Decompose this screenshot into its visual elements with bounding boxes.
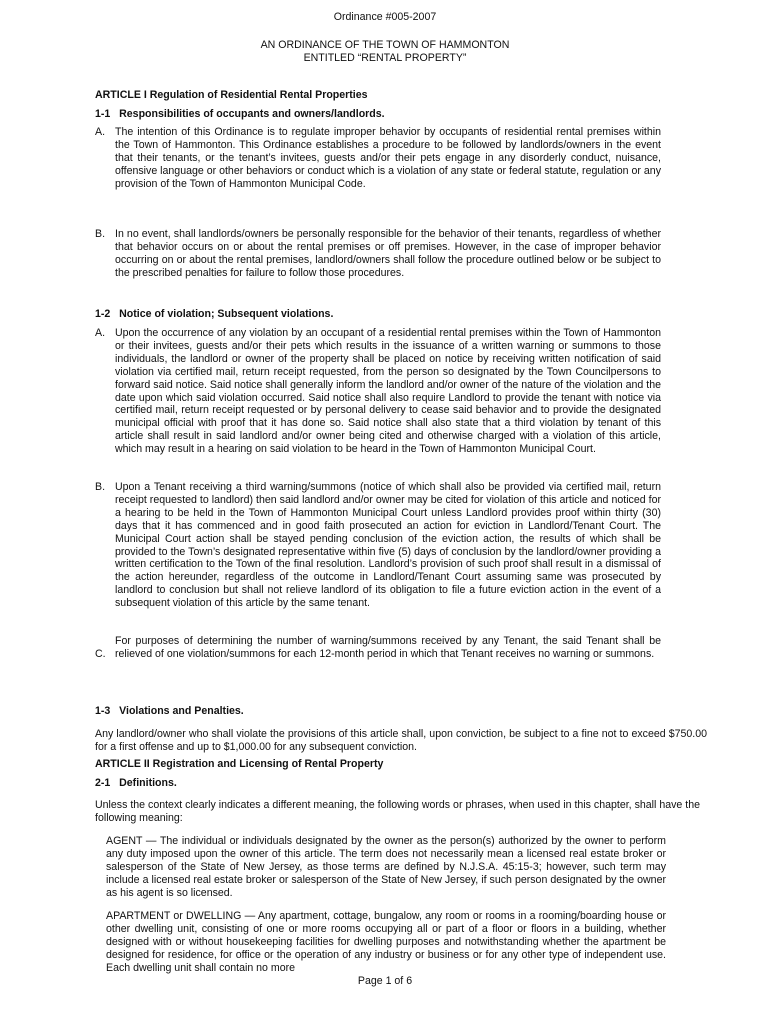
section-2-1-heading: 2-1 Definitions. xyxy=(95,777,177,789)
title-line-1: AN ORDINANCE OF THE TOWN OF HAMMONTON xyxy=(260,39,510,51)
section-1-2-c-text: For purposes of determining the number of warning/summons received by any Tenant, the said Tenant shall be relieved of one violation/summons for each 12-month period in which that Tenant receives no warning or summons. xyxy=(115,635,661,660)
title-line-2: ENTITLED “RENTAL PROPERTY” xyxy=(303,52,467,64)
article-2-heading: ARTICLE II Registration and Licensing of Rental Property xyxy=(95,758,384,770)
article-1-heading: ARTICLE I Regulation of Residential Rental Properties xyxy=(95,89,368,101)
section-1-3-text: Any landlord/owner who shall violate the provisions of this article shall, upon conviction, be subject to a fine not to exceed $750.00 for a first offense and up to $1,000.00 for any subsequent conviction. xyxy=(95,728,707,753)
section-2-1-intro: Unless the context clearly indicates a different meaning, the following words or phrases, when used in this chapter, shall have the following meaning: xyxy=(95,799,700,824)
item-marker: B. xyxy=(95,481,106,493)
item-marker: B. xyxy=(95,228,106,240)
ordinance-number: Ordinance #005-2007 xyxy=(333,11,437,23)
item-marker: A. xyxy=(95,327,106,339)
definition-agent: AGENT — The individual or individuals designated by the owner as the person(s) authorized by the owner to perform any duty imposed upon the owner of this article. The term does not necessarily mean a licensed real estate broker or salesperson of the State of New Jersey, as those terms are defined by N.J.S.A. 45:15-3; however, such term may include a licensed real estate broker or salesperson of the State of New Jersey, if such person designated by the owner as his agent is so licensed. xyxy=(106,835,666,899)
section-1-2-b-text: Upon a Tenant receiving a third warning/summons (notice of which shall also be provided via certified mail, return receipt requested to landlord) then said landlord and/or owner may be cited for violation of this article and noticed for a hearing to be held in the Town of Hammonton Municipal Court unless Landlord provides proof within thirty (30) days that it has commenced and in good faith prosecuted an action for eviction in Landlord/Tenant Court. The Municipal Court action shall be stayed pending conclusion of the eviction action, the results of which shall be provided to the Town’s designated representative within five (5) days of conclusion by the landlord/owner providing a written certification to the Town of the final resolution. Landlord’s provision of such proof shall result in a dismissal of the action hereunder, regardless of the outcome in Landlord/Tenant Court assuming same was prosecuted by landlord to conclusion but shall not relieve landlord of its obligation to file a future eviction action in the event of a subsequent violation of this article by the same tenant. xyxy=(115,481,661,610)
section-1-2-a-text: Upon the occurrence of any violation by an occupant of a residential rental premises within the Town of Hammonton or their invitees, guests and/or their pets which results in the issuance of a written warning or summons to those individuals, the landlord or owner of the property shall be placed on notice by receiving written notification of said violation via certified mail, return receipt requested, from the person so designated by the Town Councilpersons to forward said notice. Said notice shall generally inform the landlord and/or owner of the nature of the violation and the date upon which said violation occurred. Said notice shall also require Landlord to provide the tenant with notice via certified mail, return receipt requested or by personal delivery to cease said behavior and to provide the designated municipal official with proof that it has done so. Said notice shall also state that a third violation by tenant of this article shall result in said landlord and/or owner being cited and otherwise charged with a violation of this article, which may result in a hearing on said violation to be heard in the Town of Hammonton Municipal Court. xyxy=(115,327,661,456)
item-marker: A. xyxy=(95,126,106,138)
section-1-1-b-text: In no event, shall landlords/owners be personally responsible for the behavior of their tenants, regardless of whether that behavior occurs on or about the rental premises or off premises. However, in the case of improper behavior occurring on or about the rental premises, landlord/owners shall follow the procedure outlined below or be subject to the prescribed penalties for failure to follow those procedures. xyxy=(115,228,661,279)
section-1-1-a-text: The intention of this Ordinance is to regulate improper behavior by occupants of residential rental premises within the Town of Hammonton. This Ordinance establishes a procedure to be followed by landlords/owners in the event that their tenants, or the tenant’s invitees, guests and/or their pets engage in any disorderly conduct, nuisance, offensive language or other behaviors or conduct which is a violation of any state or federal statute, regulation or any provision of the Town of Hammonton Municipal Code. xyxy=(115,126,661,190)
section-1-3-heading: 1-3 Violations and Penalties. xyxy=(95,705,244,717)
item-marker: C. xyxy=(95,648,106,660)
section-1-2-heading: 1-2 Notice of violation; Subsequent violations. xyxy=(95,308,334,320)
section-1-1-heading: 1-1 Responsibilities of occupants and owners/landlords. xyxy=(95,108,385,120)
definition-apartment: APARTMENT or DWELLING — Any apartment, cottage, bungalow, any room or rooms in a rooming/boarding house or other dwelling unit, consisting of one or more rooms occupying all or part of a floor or floors in a building, whether designed with or without housekeeping facilities for dwelling purposes and notwithstanding whether the apartment be designed for residence, for office or the operation of any industry or business or for any other type of independent use. Each dwelling unit shall contain no more xyxy=(106,910,666,974)
page-number: Page 1 of 6 xyxy=(357,975,413,987)
